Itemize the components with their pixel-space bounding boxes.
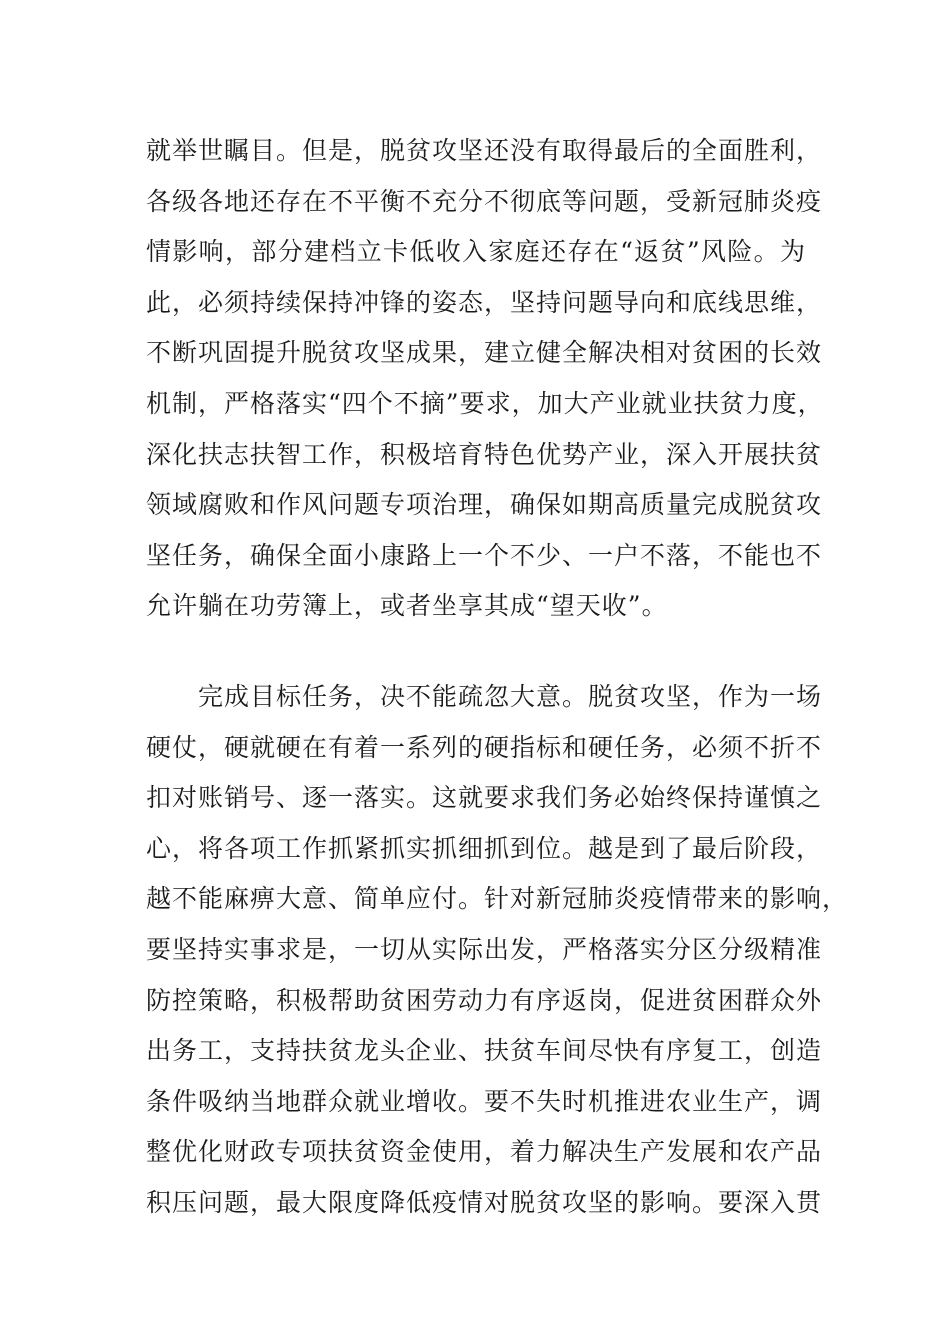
text-line: 条件吸纳当地群众就业增收。要不失时机推进农业生产，调 — [146, 1086, 823, 1116]
text-line: 情影响，部分建档立卡低收入家庭还存在“返贫”风险。为 — [146, 237, 806, 267]
text-line: 出务工，支持扶贫龙头企业、扶贫车间尽快有序复工，创造 — [146, 1036, 823, 1066]
text-line: 各级各地还存在不平衡不充分不彻底等问题，受新冠肺炎疫 — [146, 186, 823, 216]
text-line: 硬仗，硬就硬在有着一系列的硬指标和硬任务，必须不折不 — [146, 732, 823, 762]
text-line: 整优化财政专项扶贫资金使用，着力解决生产发展和农产品 — [146, 1137, 823, 1167]
text-line: 机制，严格落实“四个不摘”要求，加大产业就业扶贫力度， — [146, 388, 824, 418]
text-line: 坚任务，确保全面小康路上一个不少、一户不落，不能也不 — [146, 540, 823, 570]
text-line: 完成目标任务，决不能疏忽大意。脱贫攻坚，作为一场 — [198, 682, 823, 711]
text-line: 要坚持实事求是，一切从实际出发，严格落实分区分级精准 — [146, 934, 823, 964]
text-line: 积压问题，最大限度降低疫情对脱贫攻坚的影响。要深入贯 — [146, 1187, 823, 1217]
paragraph-2 — [146, 672, 849, 1229]
text-line: 深化扶志扶智工作，积极培育特色优势产业，深入开展扶贫 — [146, 439, 823, 469]
paragraph-1 — [146, 126, 824, 632]
text-line: 心，将各项工作抓紧抓实抓细抓到位。越是到了最后阶段， — [146, 833, 823, 863]
text-line: 允许躺在功劳簿上，或者坐享其成“望天收”。 — [146, 591, 668, 621]
text-line: 防控策略，积极帮助贫困劳动力有序返岗，促进贫困群众外 — [146, 985, 823, 1015]
text-line: 不断巩固提升脱贫攻坚成果，建立健全解决相对贫困的长效 — [146, 338, 823, 368]
text-line: 越不能麻痹大意、简单应付。针对新冠肺炎疫情带来的影响， — [146, 884, 849, 914]
text-line: 扣对账销号、逐一落实。这就要求我们务必始终保持谨慎之 — [146, 783, 823, 813]
text-line: 就举世瞩目。但是，脱贫攻坚还没有取得最后的全面胜利， — [146, 136, 823, 165]
text-line: 领域腐败和作风问题专项治理，确保如期高质量完成脱贫攻 — [146, 490, 823, 520]
text-line: 此，必须持续保持冲锋的姿态，坚持问题导向和底线思维， — [146, 287, 823, 317]
